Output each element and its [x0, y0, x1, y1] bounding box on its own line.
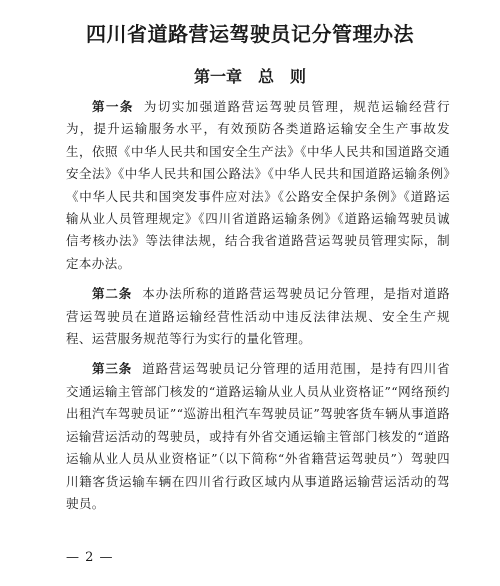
article-2-label: 第二条: [92, 286, 133, 302]
article-3: [66, 358, 450, 515]
document-title: 四川省道路营运驾驶员记分管理办法: [86, 22, 414, 46]
page-number: — 2 —: [66, 550, 114, 565]
chapter-heading: 第一章 总 则: [193, 67, 306, 86]
article-2: [66, 283, 450, 350]
article-1: [66, 96, 450, 275]
article-1-text: 为切实加强道路营运驾驶员管理，规范运输经营行为，提升运输服务水平，有效预防各类道路运输安全生产事故发生，依照《中华人民共和国安全生产法》《中华人民共和国道路交通安全法》《中华人民共和国公路法》《中华人民共和国道路运输条例》《中华人民共和国突发事件应对法》《公路安全保护条例》《道路运输从业人员管理规定》《四川省道路运输条例》《道路运输驾驶员诚信考核办法》等法律法规，结合我省道路营运驾驶员管理实际，制定本办法。: [66, 99, 450, 271]
article-2-text: 本办法所称的道路营运驾驶员记分管理，是指对道路营运驾驶员在道路运输经营性活动中违反法律法规、安全生产规程、运营服务规范等行为实行的量化管理。: [66, 286, 451, 347]
article-1-label: 第一条: [92, 99, 134, 114]
article-3-label: 第三条: [92, 361, 133, 377]
article-3-text: 道路营运驾驶员记分管理的适用范围，是持有四川省交通运输主管部门核发的“道路运输从业人员从业资格证”“网络预约出租汽车驾驶员证”“巡游出租汽车驾驶员证”驾驶客货车辆从事道路运输营运活动的驾驶员，或持有外省交通运输主管部门核发的“道路运输从业人员从业资格证”（以下简称“外省籍营运驾驶员”）驾驶四川籍客货运输车辆在四川省行政区域内从事道路运输营运活动的驾驶员。: [66, 361, 451, 511]
document-body: [66, 96, 450, 523]
